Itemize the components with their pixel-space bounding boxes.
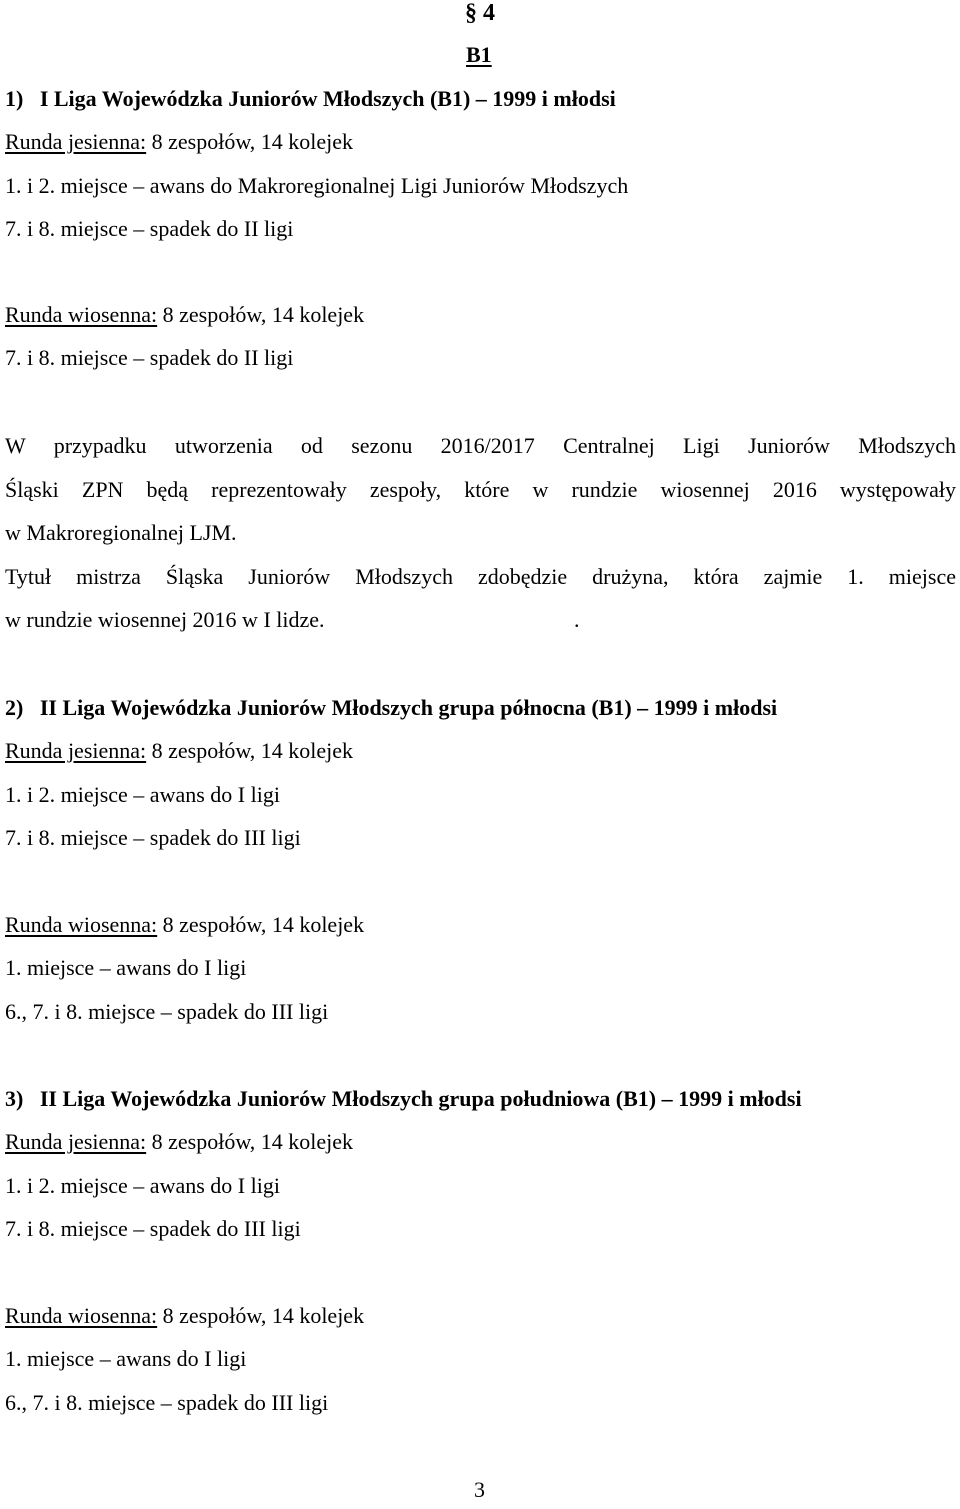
section-2-autumn-round [5,738,353,764]
section-3-spring-line: 6., 7. i 8. miejsce – spadek do III ligi [5,1390,329,1415]
note-line-5: w rundzie wiosennej 2016 w I lidze. [5,607,325,632]
section-3-autumn-round [5,1129,353,1155]
note-line-4: Tytuł mistrza Śląska Juniorów Młodszych zdobędzie drużyna, która zajmie 1. miejsce [5,564,956,589]
section-3-spring-round [5,1303,364,1329]
spring-round-value: 8 zespołów, 14 kolejek [157,302,365,327]
spring-round-label: Runda wiosenna: [5,302,158,327]
note-line-2: Śląski ZPN będą reprezentowały zespoły, które w rundzie wiosennej 2016 występowały [5,477,956,502]
section-sign: § 4 [465,0,495,26]
autumn-round-label: Runda jesienna: [5,129,147,154]
section-1-autumn-line: 1. i 2. miejsce – awans do Makroregionalnej Ligi Juniorów Młodszych [5,173,629,198]
section-1-title: 1) I Liga Wojewódzka Juniorów Młodszych (B1) – 1999 i młodsi [5,86,616,111]
note-trailing-dot: . [574,607,580,632]
spring-round-label: Runda wiosenna: [5,912,158,937]
section-2-spring-line: 6., 7. i 8. miejsce – spadek do III ligi [5,999,329,1024]
section-1-spring-line: 7. i 8. miejsce – spadek do II ligi [5,345,294,370]
page-number: 3 [474,1477,485,1502]
section-1-autumn-line: 7. i 8. miejsce – spadek do II ligi [5,216,294,241]
spring-round-value: 8 zespołów, 14 kolejek [157,912,365,937]
section-2-autumn-line: 7. i 8. miejsce – spadek do III ligi [5,825,301,850]
section-3-autumn-line: 1. i 2. miejsce – awans do I ligi [5,1173,280,1198]
autumn-round-value: 8 zespołów, 14 kolejek [146,129,354,154]
category-label: B1 [466,42,492,67]
section-3-title: 3) II Liga Wojewódzka Juniorów Młodszych grupa południowa (B1) – 1999 i młodsi [5,1086,802,1111]
section-1-autumn-round [5,129,353,155]
section-2-spring-line: 1. miejsce – awans do I ligi [5,955,247,980]
spring-round-label: Runda wiosenna: [5,1303,158,1328]
autumn-round-label: Runda jesienna: [5,1129,147,1154]
note-line-3: w Makroregionalnej LJM. [5,520,237,545]
note-line-1: W przypadku utworzenia od sezonu 2016/2017 Centralnej Ligi Juniorów Młodszych [5,433,956,458]
autumn-round-value: 8 zespołów, 14 kolejek [146,738,354,763]
section-3-autumn-line: 7. i 8. miejsce – spadek do III ligi [5,1216,301,1241]
section-2-title: 2) II Liga Wojewódzka Juniorów Młodszych grupa północna (B1) – 1999 i młodsi [5,695,778,720]
autumn-round-value: 8 zespołów, 14 kolejek [146,1129,354,1154]
section-1-spring-round [5,302,364,328]
section-3-spring-line: 1. miejsce – awans do I ligi [5,1346,247,1371]
section-2-spring-round [5,912,364,938]
section-2-autumn-line: 1. i 2. miejsce – awans do I ligi [5,782,280,807]
autumn-round-label: Runda jesienna: [5,738,147,763]
spring-round-value: 8 zespołów, 14 kolejek [157,1303,365,1328]
